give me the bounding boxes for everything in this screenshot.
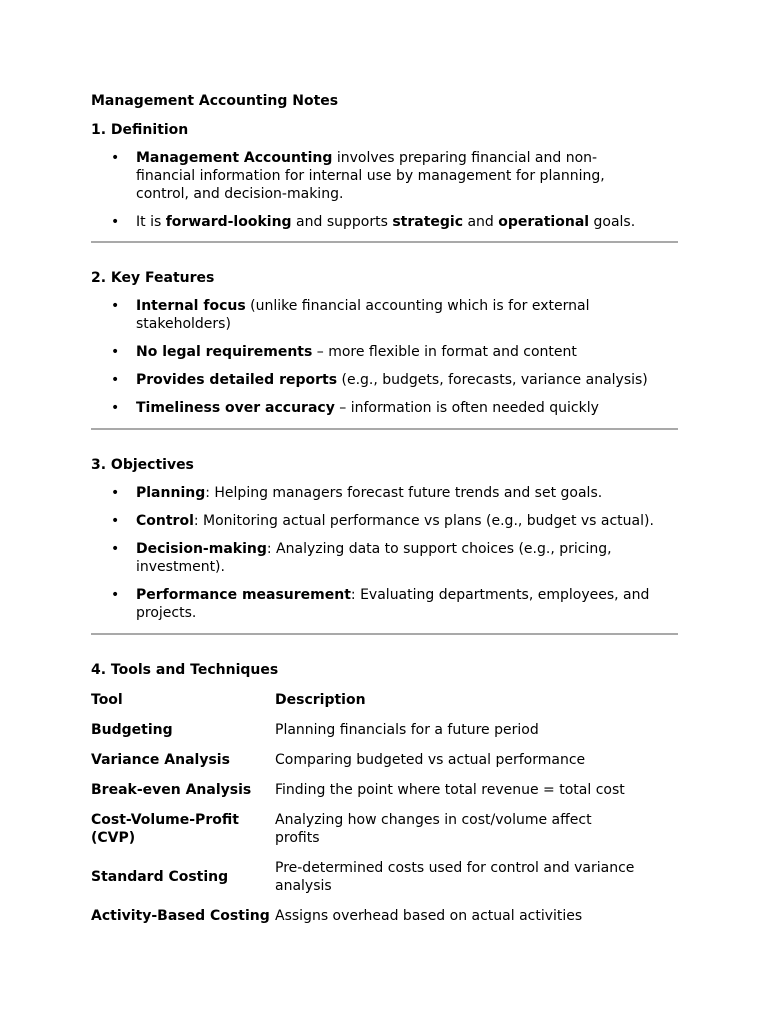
section-heading: 3. Objectives [91, 457, 194, 473]
description-cell: Analyzing how changes in cost/volume affect profits [275, 812, 592, 846]
section-heading: 4. Tools and Techniques [91, 662, 279, 678]
item-text: goals. [589, 214, 636, 230]
item-text: : Helping managers forecast future trends and set goals. [205, 485, 603, 501]
column-header-tool: Tool [91, 692, 123, 708]
table-row [91, 895, 635, 925]
table-row [91, 709, 635, 739]
description-cell: Pre-determined costs used for control and variance analysis [275, 860, 635, 894]
tools-table [91, 691, 635, 925]
table-row [91, 769, 635, 799]
bullet-list [91, 297, 678, 417]
bold-term: operational [498, 214, 590, 230]
list-item [91, 343, 656, 361]
section-heading: 2. Key Features [91, 270, 215, 286]
tool-cell: Break-even Analysis [91, 782, 252, 798]
list-item [91, 540, 616, 576]
list-item [91, 371, 656, 389]
item-text: – information is often needed quickly [334, 400, 599, 416]
tool-cell: Activity-Based Costing [91, 908, 270, 924]
list-item [91, 586, 656, 622]
column-header-description: Description [275, 692, 366, 708]
bold-term: No legal requirements [136, 344, 313, 360]
description-cell: Comparing budgeted vs actual performance [275, 752, 586, 768]
tool-cell: Standard Costing [91, 869, 229, 885]
description-cell: Assigns overhead based on actual activities [275, 908, 583, 924]
tool-cell: Variance Analysis [91, 752, 230, 768]
table-row [91, 847, 635, 895]
list-item [91, 399, 656, 417]
bullet-list [91, 149, 678, 231]
bold-term: Provides detailed reports [136, 372, 338, 388]
table-row [91, 799, 635, 847]
bold-term: Management Accounting [136, 150, 333, 166]
item-text: It is [136, 214, 166, 230]
description-cell: Planning financials for a future period [275, 722, 539, 738]
bold-term: Performance measurement [136, 587, 351, 603]
item-text: involves preparing financial and non-financial information for internal use by management for planning, control, and decision-making. [136, 150, 605, 202]
bold-term: Planning [136, 485, 206, 501]
item-text: and [463, 214, 499, 230]
item-text: : Evaluating departments, employees, and projects. [136, 587, 650, 621]
document-title: Management Accounting Notes [91, 93, 339, 109]
item-text: – more flexible in format and content [312, 344, 577, 360]
bold-term: Internal focus [136, 298, 246, 314]
bold-term: forward-looking [165, 214, 292, 230]
bold-term: Decision-making [136, 541, 267, 557]
list-item [91, 512, 656, 530]
item-text: and supports [291, 214, 393, 230]
section-tools [91, 661, 678, 925]
item-text: : Analyzing data to support choices (e.g., pricing, investment). [136, 541, 612, 575]
tool-cell: Budgeting [91, 722, 173, 738]
bold-term: strategic [392, 214, 463, 230]
section-divider [91, 428, 678, 430]
section-divider [91, 241, 678, 243]
bullet-list [91, 484, 678, 622]
list-item [91, 149, 656, 203]
section-divider [91, 633, 678, 635]
section-key-features [91, 269, 678, 417]
bold-term: Control [136, 513, 194, 529]
bold-term: Timeliness over accuracy [136, 400, 335, 416]
section-objectives [91, 456, 678, 622]
section-heading: 1. Definition [91, 122, 189, 138]
list-item [91, 213, 656, 231]
list-item [91, 297, 596, 333]
item-text: (e.g., budgets, forecasts, variance analysis) [337, 372, 648, 388]
item-text: (unlike financial accounting which is for external stakeholders) [136, 298, 590, 332]
description-cell: Finding the point where total revenue = total cost [275, 782, 625, 798]
section-definition [91, 121, 678, 231]
item-text: : Monitoring actual performance vs plans (e.g., budget vs actual). [193, 513, 654, 529]
tool-cell: Cost-Volume-Profit (CVP) [91, 812, 239, 846]
table-row [91, 739, 635, 769]
list-item [91, 484, 656, 502]
table-header-row [91, 691, 635, 709]
